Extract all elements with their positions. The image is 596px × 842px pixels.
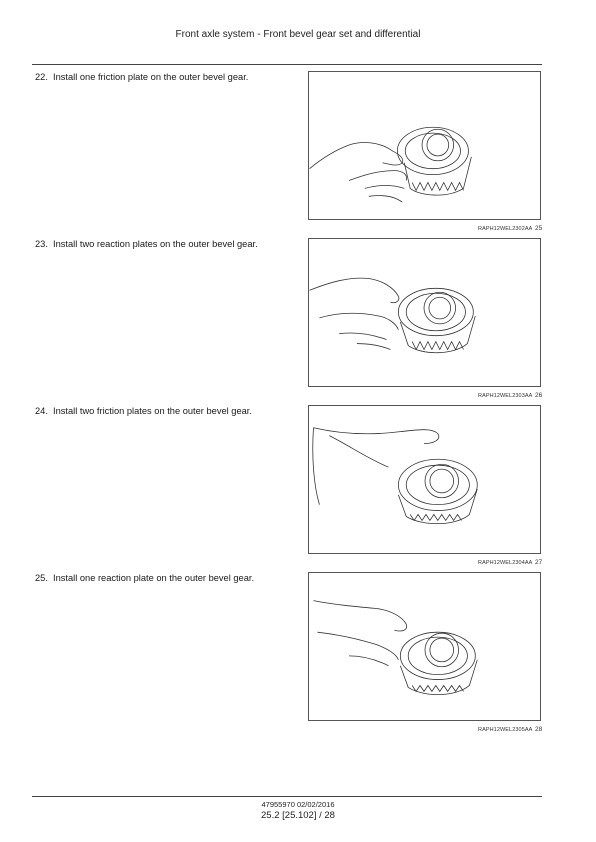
footer-rule [32, 796, 542, 797]
step-number: 23. [35, 239, 48, 249]
step-number: 25. [35, 573, 48, 583]
footer-page-number: 25.2 [25.102] / 28 [261, 810, 335, 821]
header-rule [32, 64, 542, 65]
step-text: Install two reaction plates on the outer bevel gear. [53, 239, 258, 249]
step-23 [35, 239, 295, 249]
figure-26-image [308, 238, 541, 387]
figure-25-image [308, 71, 541, 220]
gear-illustration [309, 72, 540, 219]
gear-illustration [309, 406, 540, 553]
figure-27-image [308, 405, 541, 554]
step-24 [35, 406, 295, 416]
footer-doc-ref: 47955970 02/02/2016 [261, 800, 335, 809]
figure-27-number: 27 [535, 559, 543, 566]
step-25 [35, 573, 295, 583]
figure-28-number: 28 [535, 726, 543, 733]
gear-illustration [309, 239, 540, 386]
step-text: Install one friction plate on the outer bevel gear. [53, 72, 249, 82]
figure-25-number: 25 [535, 225, 543, 232]
figure-28-image [308, 572, 541, 721]
step-text: Install two friction plates on the outer bevel gear. [53, 406, 252, 416]
step-number: 22. [35, 72, 48, 82]
figure-25-code: RAPH12WEL2302AA [478, 226, 533, 232]
figure-26-number: 26 [535, 392, 543, 399]
figure-27-code: RAPH12WEL2304AA [478, 560, 533, 566]
step-number: 24. [35, 406, 48, 416]
step-22 [35, 72, 295, 82]
step-text: Install one reaction plate on the outer bevel gear. [53, 573, 255, 583]
gear-illustration [309, 573, 540, 720]
figure-28-code: RAPH12WEL2305AA [478, 727, 533, 733]
page-header-title: Front axle system - Front bevel gear set and differential [175, 29, 421, 40]
figure-26-code: RAPH12WEL2303AA [478, 393, 533, 399]
